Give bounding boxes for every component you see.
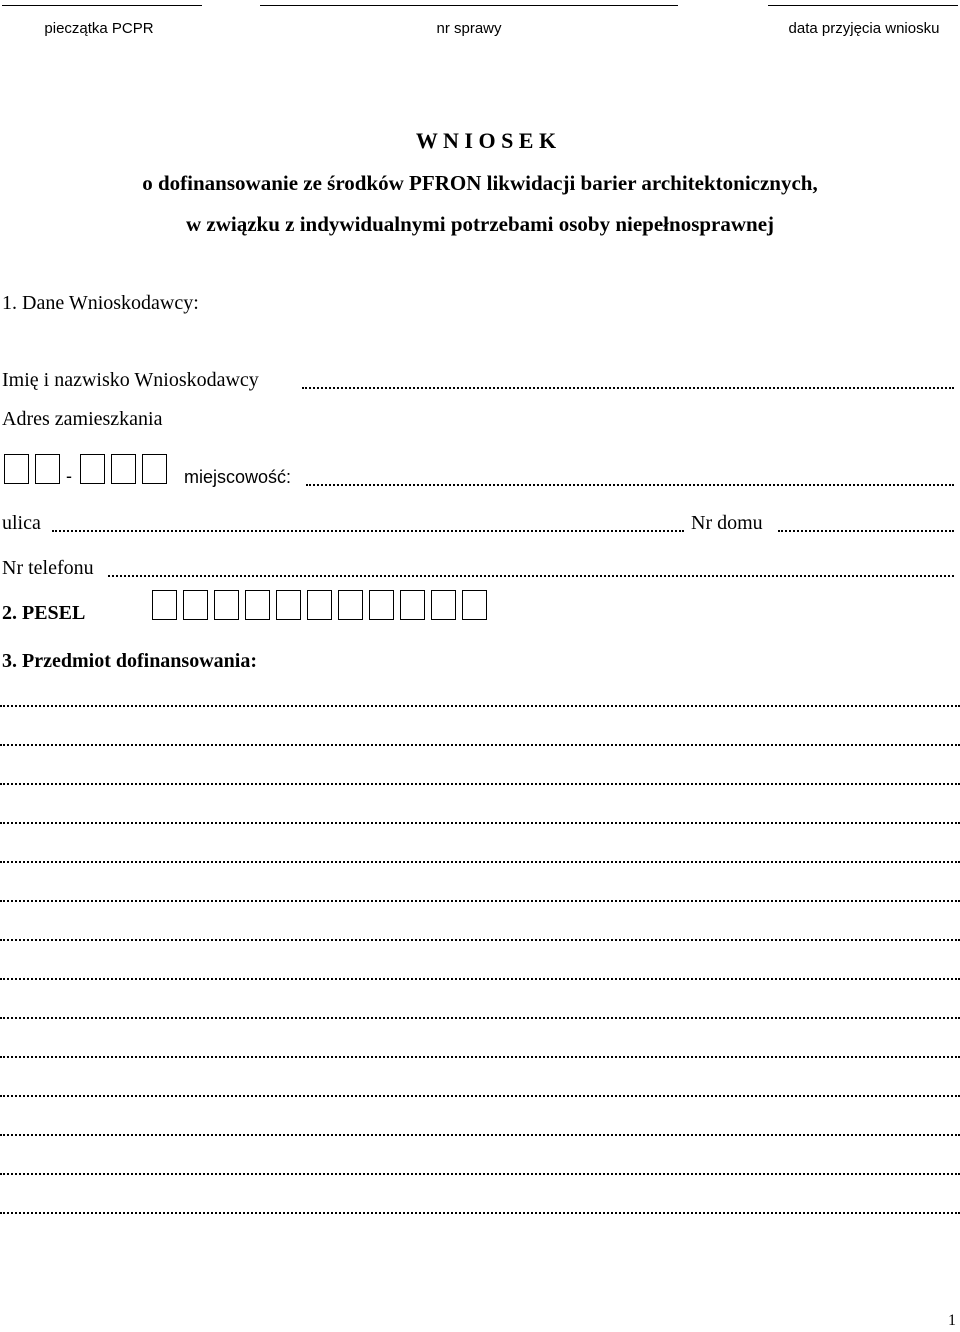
form-title: W N I O S E K: [415, 128, 557, 153]
phone-field[interactable]: [108, 575, 954, 577]
subject-line-3[interactable]: [0, 783, 960, 785]
pesel-box-5[interactable]: [276, 590, 301, 620]
house-number-field[interactable]: [778, 530, 954, 532]
case-no-line: [260, 5, 678, 6]
street-field[interactable]: [52, 530, 684, 532]
pesel-box-11[interactable]: [462, 590, 487, 620]
subject-line-14[interactable]: [0, 1212, 960, 1214]
address-label: Adres zamieszkania: [2, 408, 163, 430]
pesel-box-2[interactable]: [183, 590, 208, 620]
date-line: [768, 5, 958, 6]
pesel-box-6[interactable]: [307, 590, 332, 620]
subject-line-9[interactable]: [0, 1017, 960, 1019]
section-3-heading: 3. Przedmiot dofinansowania:: [2, 650, 257, 672]
subject-line-11[interactable]: [0, 1095, 960, 1097]
street-label: ulica: [2, 512, 41, 534]
pesel-box-9[interactable]: [400, 590, 425, 620]
subject-line-12[interactable]: [0, 1134, 960, 1136]
subject-line-4[interactable]: [0, 822, 960, 824]
pesel-box-3[interactable]: [214, 590, 239, 620]
pesel-box-4[interactable]: [245, 590, 270, 620]
pesel-box-8[interactable]: [369, 590, 394, 620]
pesel-box-7[interactable]: [338, 590, 363, 620]
date-label: data przyjęcia wniosku: [788, 20, 940, 37]
section-1-heading: 1. Dane Wnioskodawcy:: [2, 292, 199, 314]
page-number: 1: [948, 1312, 956, 1329]
subject-line-7[interactable]: [0, 939, 960, 941]
phone-label: Nr telefonu: [2, 557, 94, 579]
postal-code-box-1[interactable]: [4, 454, 29, 484]
house-number-label: Nr domu: [691, 512, 763, 534]
subject-line-6[interactable]: [0, 900, 960, 902]
city-label: miejscowość:: [184, 467, 292, 487]
postal-code-box-5[interactable]: [142, 454, 167, 484]
pesel-box-1[interactable]: [152, 590, 177, 620]
subject-line-13[interactable]: [0, 1173, 960, 1175]
postal-code-box-3[interactable]: [80, 454, 105, 484]
name-field[interactable]: [302, 387, 954, 389]
postal-code-box-2[interactable]: [35, 454, 60, 484]
subject-line-5[interactable]: [0, 861, 960, 863]
case-no-label: nr sprawy: [436, 20, 502, 37]
form-subtitle-1: o dofinansowanie ze środków PFRON likwidacji barier architektonicznych,: [142, 171, 818, 195]
subject-line-2[interactable]: [0, 744, 960, 746]
subject-line-1[interactable]: [0, 705, 960, 707]
form-subtitle-2: w związku z indywidualnymi potrzebami osoby niepełnosprawnej: [185, 212, 775, 236]
postal-code-box-4[interactable]: [111, 454, 136, 484]
postal-code-dash: -: [66, 466, 72, 486]
pesel-box-10[interactable]: [431, 590, 456, 620]
stamp-label: pieczątka PCPR: [44, 20, 154, 37]
section-2-heading: 2. PESEL: [2, 602, 86, 624]
subject-line-10[interactable]: [0, 1056, 960, 1058]
subject-line-8[interactable]: [0, 978, 960, 980]
name-label: Imię i nazwisko Wnioskodawcy: [2, 369, 259, 391]
stamp-line: [2, 5, 202, 6]
city-field[interactable]: [306, 484, 954, 486]
